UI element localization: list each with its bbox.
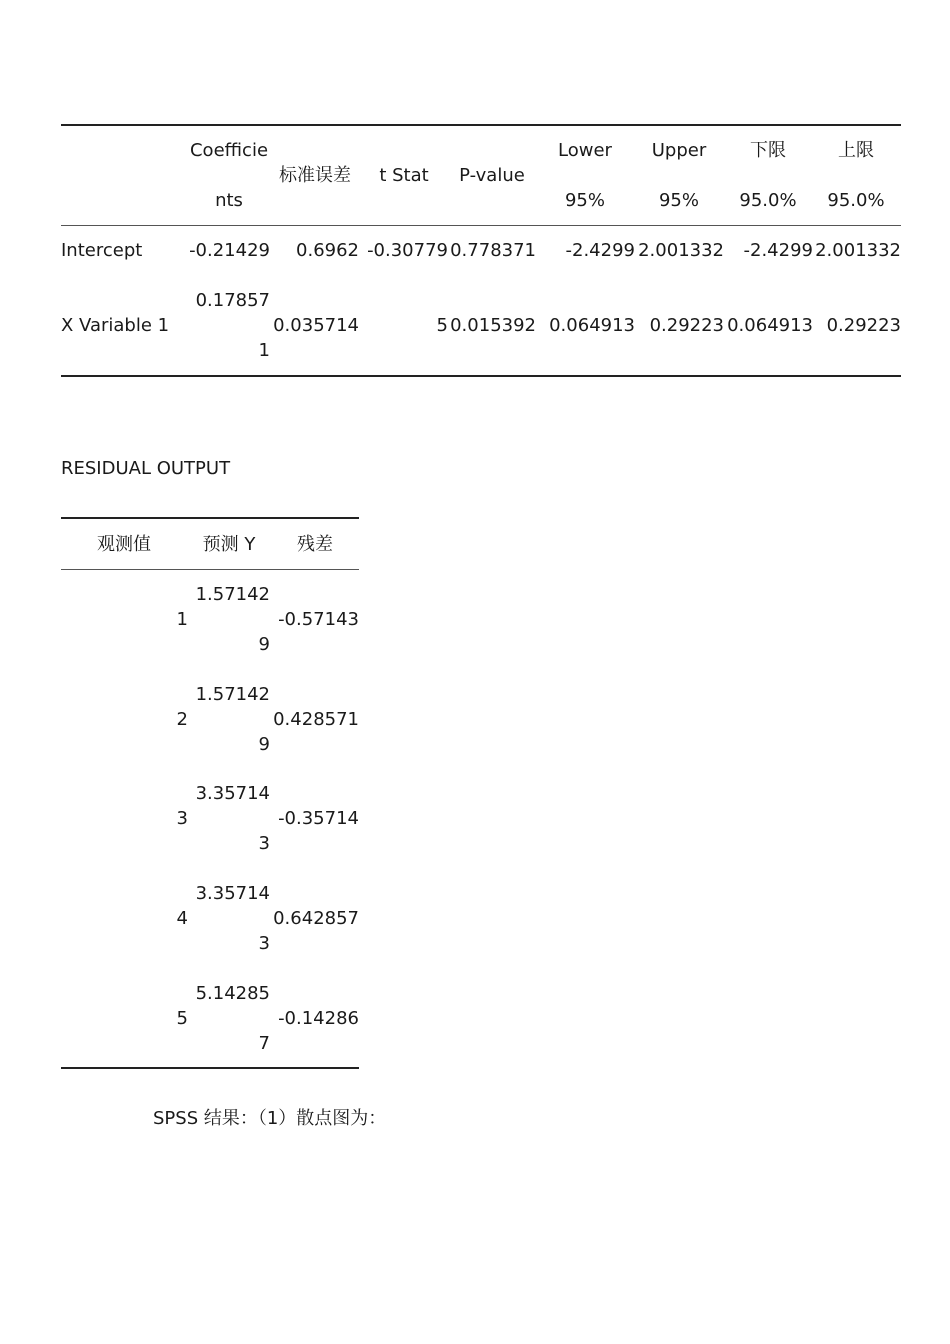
- row-label: Intercept: [61, 240, 143, 261]
- cell-upper95-cn: 0.29223: [826, 315, 901, 336]
- header-lower-cn-line1: 下限: [750, 140, 786, 161]
- cell-observation: 2: [176, 709, 188, 730]
- cell-pvalue: 0.778371: [450, 240, 536, 261]
- header-predicted-y: 预测 Y: [202, 534, 256, 555]
- cell-predicted-line2: 9: [258, 634, 270, 655]
- header-pvalue: P-value: [459, 165, 525, 186]
- cell-upper95: 0.29223: [649, 315, 724, 336]
- residual-top-rule: [61, 517, 359, 519]
- cell-residual: 0.642857: [273, 908, 359, 929]
- table-top-rule: [61, 124, 901, 126]
- header-stderr: 标准误差: [279, 165, 351, 186]
- cell-stderr: 0.035714: [273, 315, 359, 336]
- header-upper-cn-line1: 上限: [838, 140, 874, 161]
- spss-results-caption: SPSS 结果：（1）散点图为：: [153, 1108, 387, 1129]
- header-observation: 观测值: [97, 534, 151, 555]
- header-upper-cn-line2: 95.0%: [827, 190, 885, 211]
- header-upper-line2: 95%: [658, 190, 699, 211]
- cell-pvalue: 0.015392: [450, 315, 536, 336]
- cell-observation: 3: [176, 808, 188, 829]
- cell-lower95-cn: -2.4299: [743, 240, 813, 261]
- cell-observation: 4: [176, 908, 188, 929]
- cell-upper95: 2.001332: [638, 240, 724, 261]
- header-coef-line1: Coefficie: [189, 140, 269, 161]
- residual-title: RESIDUAL OUTPUT: [61, 458, 231, 479]
- residual-header-rule: [61, 569, 359, 570]
- table-header-rule: [61, 225, 901, 226]
- header-lower-cn-line2: 95.0%: [739, 190, 797, 211]
- header-tstat: t Stat: [379, 165, 429, 186]
- cell-predicted-line1: 1.57142: [195, 584, 270, 605]
- cell-predicted-line2: 9: [258, 734, 270, 755]
- header-coef-line2: nts: [215, 190, 243, 211]
- cell-predicted-line1: 1.57142: [195, 684, 270, 705]
- cell-lower95-cn: 0.064913: [727, 315, 813, 336]
- cell-lower95: 0.064913: [549, 315, 635, 336]
- table-bottom-rule: [61, 375, 901, 377]
- residual-bottom-rule: [61, 1067, 359, 1069]
- cell-coef-line1: 0.17857: [195, 290, 270, 311]
- header-residual: 残差: [297, 534, 333, 555]
- cell-residual: -0.57143: [278, 609, 359, 630]
- cell-predicted-line1: 5.14285: [195, 983, 270, 1004]
- cell-observation: 1: [176, 609, 188, 630]
- header-lower-line2: 95%: [564, 190, 605, 211]
- cell-coef-line2: 1: [258, 340, 270, 361]
- cell-predicted-line2: 3: [258, 833, 270, 854]
- cell-residual: -0.14286: [278, 1008, 359, 1029]
- row-label: X Variable 1: [61, 315, 170, 336]
- cell-residual: -0.35714: [278, 808, 359, 829]
- cell-observation: 5: [176, 1008, 188, 1029]
- cell-coef: -0.21429: [189, 240, 270, 261]
- cell-predicted-line1: 3.35714: [195, 883, 270, 904]
- cell-predicted-line2: 3: [258, 933, 270, 954]
- cell-tstat: 5: [436, 315, 448, 336]
- cell-predicted-line1: 3.35714: [195, 783, 270, 804]
- cell-residual: 0.428571: [273, 709, 359, 730]
- cell-upper95-cn: 2.001332: [815, 240, 901, 261]
- header-lower-line1: Lower: [558, 140, 612, 161]
- header-upper-line1: Upper: [651, 140, 707, 161]
- cell-tstat: -0.30779: [367, 240, 448, 261]
- cell-stderr: 0.6962: [296, 240, 359, 261]
- cell-lower95: -2.4299: [565, 240, 635, 261]
- cell-predicted-line2: 7: [258, 1033, 270, 1054]
